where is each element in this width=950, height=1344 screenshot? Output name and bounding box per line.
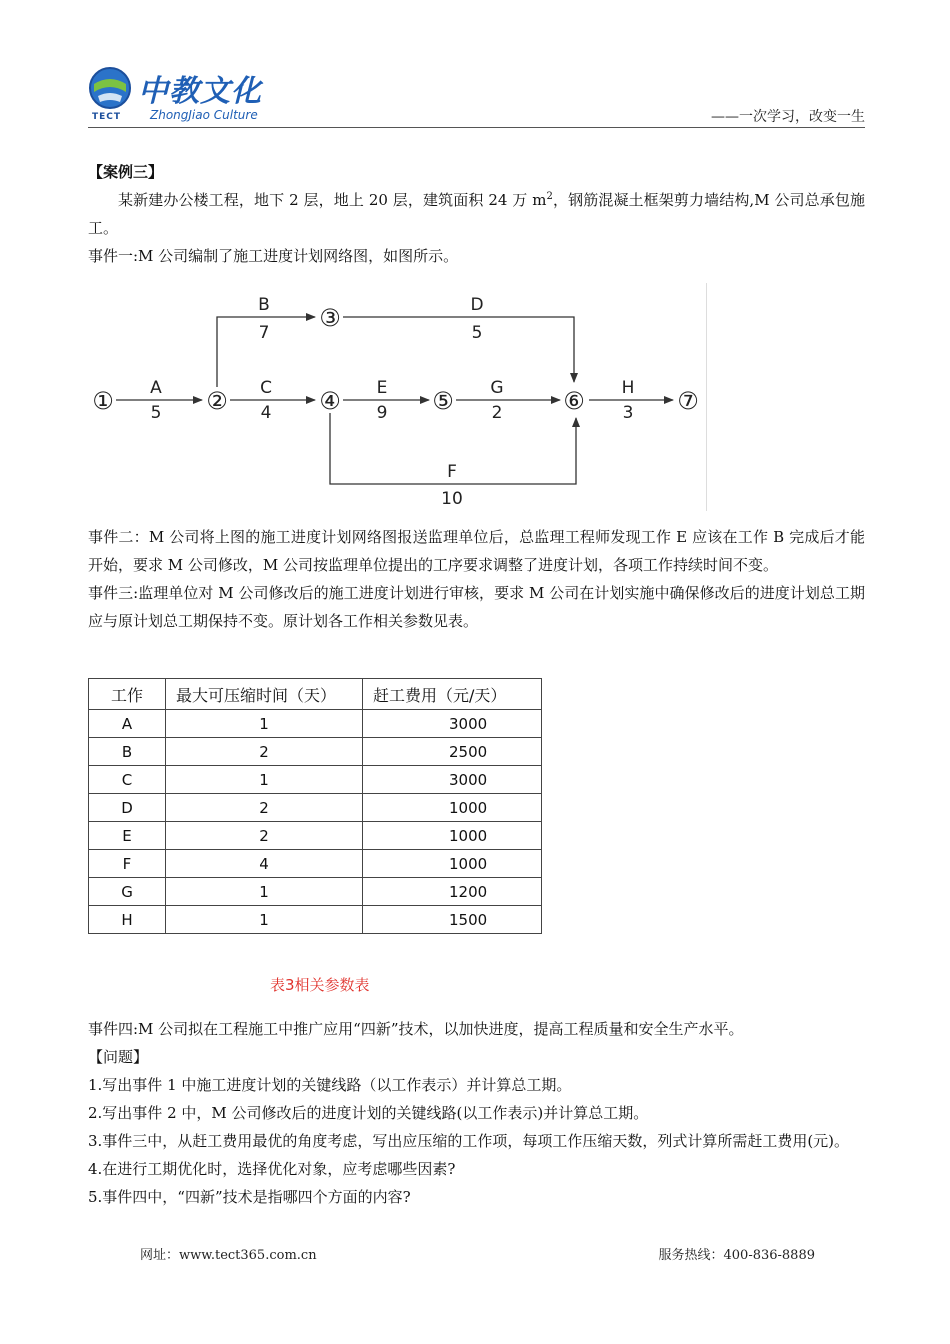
- cell-cost: 1000: [363, 794, 542, 822]
- question-item: 5.事件四中，“四新”技术是指哪四个方面的内容?: [88, 1188, 411, 1206]
- cell-days: 1: [166, 906, 363, 934]
- header-slogan: ——一次学习，改变一生: [711, 109, 865, 125]
- cell-cost: 3000: [363, 766, 542, 794]
- node-6: ⑥: [563, 387, 585, 415]
- label-A-duration: 5: [150, 403, 162, 423]
- label-B-duration: 7: [258, 323, 270, 343]
- case-title: 【案例三】: [88, 163, 164, 181]
- label-F-name: F: [447, 462, 457, 482]
- cell-work: C: [89, 766, 166, 794]
- cell-work: H: [89, 906, 166, 934]
- diagram-border: [706, 283, 707, 511]
- label-D-duration: 5: [471, 323, 483, 343]
- case-intro: [88, 158, 865, 270]
- cell-days: 2: [166, 794, 363, 822]
- network-diagram: [86, 283, 708, 511]
- table-row: [89, 906, 542, 934]
- logo-english-text: ZhongJiao Culture: [150, 108, 258, 122]
- header-max-compress: 最大可压缩时间（天）: [166, 679, 363, 710]
- cell-days: 2: [166, 822, 363, 850]
- cell-work: B: [89, 738, 166, 766]
- label-G-name: G: [490, 378, 504, 398]
- arrow-D: [343, 317, 574, 382]
- node-5: ⑤: [432, 387, 454, 415]
- cell-cost: 1000: [363, 850, 542, 878]
- table-row: [89, 878, 542, 906]
- cell-work: F: [89, 850, 166, 878]
- node-1: ①: [92, 387, 114, 415]
- table-header-row: [89, 679, 542, 710]
- cell-days: 1: [166, 710, 363, 738]
- label-B-name: B: [258, 295, 270, 315]
- question-item: 1.写出事件 1 中施工进度计划的关键线路（以工作表示）并计算总工期。: [88, 1076, 572, 1094]
- header-rush-cost: 赶工费用（元/天）: [363, 679, 542, 710]
- question-item: 4.在进行工期优化时，选择优化对象，应考虑哪些因素?: [88, 1160, 456, 1178]
- table-row: [89, 794, 542, 822]
- label-E-duration: 9: [376, 403, 388, 423]
- table-row: [89, 850, 542, 878]
- table-caption: 表3相关参数表: [270, 976, 370, 994]
- table-row: [89, 766, 542, 794]
- question-item: 3.事件三中，从赶工费用最优的角度考虑，写出应压缩的工作项，每项工作压缩天数，列式计算所需赶工费用(元)。: [88, 1132, 850, 1150]
- cell-cost: 2500: [363, 738, 542, 766]
- cell-work: E: [89, 822, 166, 850]
- label-F-duration: 10: [441, 489, 463, 509]
- cell-cost: 1500: [363, 906, 542, 934]
- table-row: [89, 738, 542, 766]
- table-row: [89, 710, 542, 738]
- case-description-sup: 2: [546, 191, 553, 202]
- cell-cost: 1200: [363, 878, 542, 906]
- logo-globe-icon: [88, 66, 132, 110]
- node-3: ③: [319, 304, 341, 332]
- page-header: [88, 62, 865, 128]
- footer-website[interactable]: 网址：www.tect365.com.cn: [140, 1248, 317, 1263]
- events-2-3: [88, 523, 865, 635]
- question-item: 2.写出事件 2 中，M 公司修改后的进度计划的关键线路(以工作表示)并计算总工期。: [88, 1104, 649, 1122]
- label-D-name: D: [470, 295, 484, 315]
- parameter-table: [88, 678, 542, 934]
- node-2: ②: [206, 387, 228, 415]
- node-7: ⑦: [677, 387, 699, 415]
- case-description-post: ，钢筋混凝土框架剪力墙结构,M 公司总承包施工。: [88, 191, 865, 237]
- label-C-duration: 4: [260, 403, 272, 423]
- cell-days: 2: [166, 738, 363, 766]
- event-1: 事件一:M 公司编制了施工进度计划网络图，如图所示。: [88, 247, 459, 265]
- label-H-duration: 3: [622, 403, 634, 423]
- logo-tect-text: TECT: [92, 112, 122, 122]
- footer-hotline: 服务热线：400-836-8889: [658, 1248, 815, 1263]
- case-description: [88, 186, 865, 242]
- event-2: 事件二：M 公司将上图的施工进度计划网络图报送监理单位后，总监理工程师发现工作 E 应该在工作 B 完成后才能开始，要求 M 公司修改，M 公司按监理单位提出的工序要求调整了进度计划，各项工作持续时间不变。: [88, 528, 865, 574]
- header-work: 工作: [89, 679, 166, 710]
- header-divider: [88, 127, 865, 128]
- cell-days: 1: [166, 766, 363, 794]
- table-row: [89, 822, 542, 850]
- cell-work: D: [89, 794, 166, 822]
- event-3: 事件三:监理单位对 M 公司修改后的施工进度计划进行审核，要求 M 公司在计划实施中确保修改后的进度计划总工期应与原计划总工期保持不变。原计划各工作相关参数见表。: [88, 584, 865, 630]
- node-4: ④: [319, 387, 341, 415]
- questions-title: 【问题】: [88, 1048, 149, 1066]
- questions-section: [88, 1015, 865, 1211]
- cell-work: A: [89, 710, 166, 738]
- case-description-pre: 某新建办公楼工程，地下 2 层，地上 20 层，建筑面积 24 万 m: [118, 191, 547, 209]
- cell-cost: 3000: [363, 710, 542, 738]
- label-G-duration: 2: [491, 403, 503, 423]
- cell-cost: 1000: [363, 822, 542, 850]
- cell-days: 4: [166, 850, 363, 878]
- label-E-name: E: [376, 378, 388, 398]
- label-H-name: H: [621, 378, 635, 398]
- label-A-name: A: [150, 378, 162, 398]
- label-C-name: C: [260, 378, 272, 398]
- event-4: 事件四:M 公司拟在工程施工中推广应用“四新”技术，以加快进度，提高工程质量和安全生产水平。: [88, 1020, 744, 1038]
- cell-work: G: [89, 878, 166, 906]
- logo-chinese-text: 中教文化: [138, 74, 262, 109]
- cell-days: 1: [166, 878, 363, 906]
